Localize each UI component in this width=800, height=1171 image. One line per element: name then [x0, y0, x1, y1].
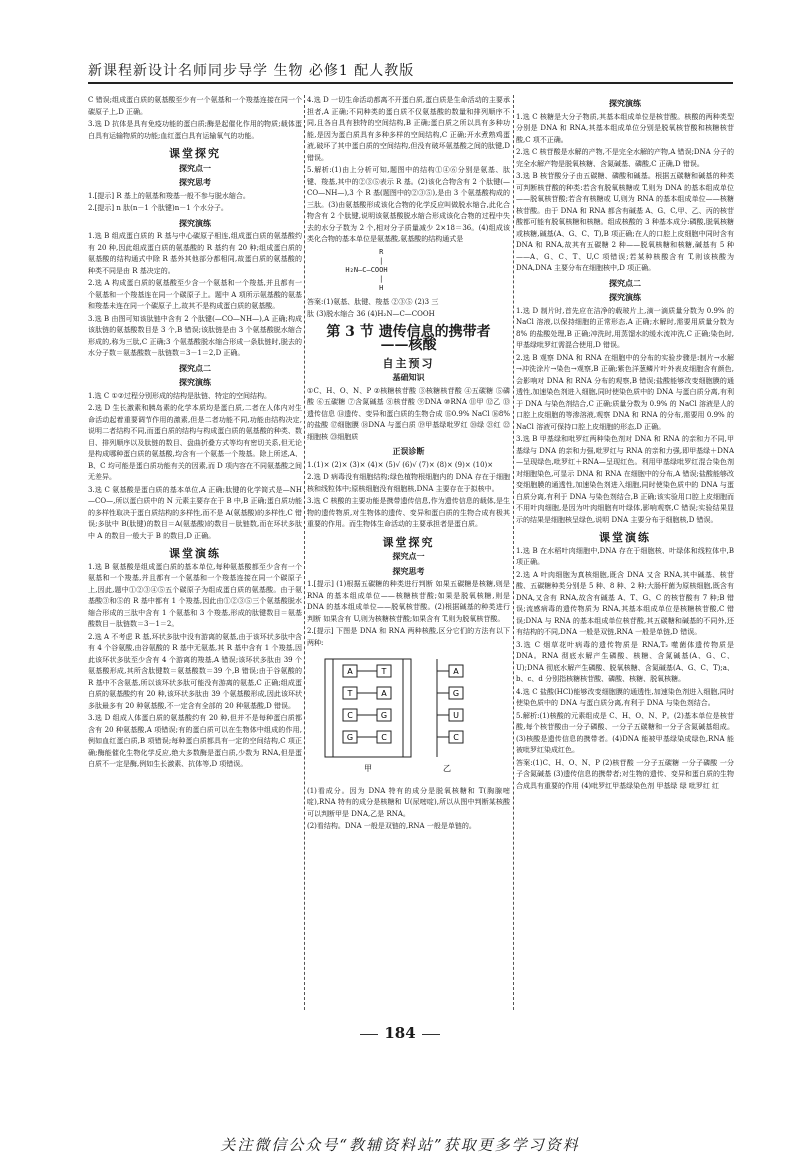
header-title: 新课程新设计名师同步导学 生物 必修1 配人教版 — [88, 63, 415, 79]
section-heading: 课堂演练 — [169, 547, 221, 560]
subsection-heading: 探究思考 — [179, 177, 211, 187]
section-heading: 课堂演练 — [599, 531, 651, 544]
subsection-heading: 探究点一 — [179, 162, 211, 173]
paragraph: 1.选 B 组成蛋白质的 R 基与中心碳原子相连,组成蛋白质的氨基酸约有 20 种,因此组成蛋白质的氨基酸的 R 基约有 20 种;组成蛋白质的氨基酸的结构通式中除 R 基外其他部分都相同,故蛋白质的氨基酸的种类不同是由 R 基决定的。 — [88, 232, 302, 275]
dna-right-base: T — [381, 667, 387, 676]
paragraph: C 错误;组成蛋白质的氨基酸至少有一个氨基和一个羧基连接在同一个碳原子上,D 正确。 — [88, 96, 302, 116]
paragraph: 3.选 C 烟草花叶病毒的遗传物质是 RNA,T₂ 噬菌体遗传物质是 DNA。RNA 彻底水解产生磷酸、核糖、含氮碱基(A、G、C、U);DNA 彻底水解产生磷酸、脱氧核糖、含氮碱基(A、G、C、T);a、b、c、d 分别指核糖核苷酸、磷酸、核糖、脱氧核糖。 — [516, 640, 734, 683]
figure-label-yi: 乙 — [443, 764, 451, 773]
amino-acid-structure: R | H₂N—C—COOH | H — [345, 247, 388, 292]
dna-rna-diagram — [317, 655, 497, 775]
dna-left-base: A — [347, 667, 353, 676]
column-divider-1 — [304, 95, 305, 1010]
rna-base: A — [453, 667, 459, 676]
paragraph: 2.选 A 构成蛋白质的氨基酸至少含一个氨基和一个羧基,并且都有一个氨基和一个羧基连在同一个碳原子上。题中 A 项所示氨基酸的氨基和羧基未连在同一个碳原子上,故其不是构成蛋白质的氨基酸。 — [88, 279, 302, 310]
dna-left-base: C — [347, 711, 353, 720]
page-header — [88, 60, 733, 84]
subsection-heading: 基础知识 — [392, 372, 425, 382]
paragraph: 2.[提示] n 肽(n－1 个肽键)n－1 个水分子。 — [88, 204, 228, 212]
paragraph: 1.选 D 制片时,首先应在洁净的载玻片上,滴一滴质量分数为 0.9% 的 NaCl 溶液,以保持细胞的正常形态,A 正确;水解时,需要用质量分数为 8% 的盐酸处理,B 正确;冲洗时,用蒸馏水的缓水流冲洗,C 正确;染色时,甲基绿吡罗红需混合使用,D 错误。 — [516, 306, 734, 349]
paragraph: 1.选 B 氨基酸是组成蛋白质的基本单位,每种氨基酸都至少含有一个氨基和一个羧基,并且都有一个氨基和一个羧基连接在同一个碳原子上,因此,题中①②③④⑤五个碳原子为组成蛋白质的氨基酸。由于氨基酸③和⑤的 R 基中都有 1 个羧基,因此由①②③⑤三个氨基酸脱水缩合形成的三肽中含有 1 个氨基和 3 个羧基,形成的肽键数目＝氨基酸数目－肽链数＝3－1＝2。 — [88, 562, 302, 628]
rna-base: G — [452, 689, 460, 698]
subsection-heading: 探究点二 — [179, 362, 211, 373]
section-heading: 课堂探究 — [169, 147, 221, 160]
rna-base: U — [453, 711, 459, 720]
paragraph: 4.选 C 盐酸(HCl)能够改变细胞膜的通透性,加速染色剂进入细胞,同时使染色质中的 DNA 与蛋白质分离,有利于 DNA 与染色剂结合。 — [516, 687, 734, 707]
paragraph: 3.选 D 抗体是具有免疫功能的蛋白质;酶是起催化作用的物质;载体蛋白具有运输物质的功能;血红蛋白具有运输氧气的功能。 — [88, 120, 302, 140]
paragraph: 2.选 A 不考虑 R 基,环状多肽中没有游离的氨基,由于该环状多肽中含有 4 个谷氨酸,由谷氨酸的 R 基中无氨基,其 R 基中含有 1 个羧基,因此该环状多肽至少含有 4 个游离的羧基,A 错误;该环状多肽由 39 个氨基酸形成,其所含肽键数＝氨基酸数＝39 个,B 错误;由于谷氨酸的 R 基中不含氨基,所以该环状多肽可能没有游离的氨基,C 正确;组成蛋白质的氨基酸约有 20 种,该环状多肽由 39 个氨基酸形成,因此该环状多肽最多有 20 种氨基酸,不一定含有全部的 20 种氨基酸,D 错误。 — [88, 632, 302, 710]
paragraph: 3.选 C 核酸的主要功能是携带遗传信息,作为遗传信息的载体,是生物的遗传物质,对生物体的遗传、变异和蛋白质的生物合成有极其重要的作用。而生物体生命活动的主要承担者是蛋白质。 — [307, 497, 510, 528]
column-divider-2 — [513, 95, 514, 1010]
subsection-heading: 探究演练 — [609, 98, 641, 108]
footer-note: 关注微信公众号“教辅资料站”获取更多学习资料 — [220, 1136, 580, 1154]
dna-frame — [325, 659, 411, 757]
column-middle — [307, 95, 510, 1010]
paragraph: 5.解析:(1)核酸的元素组成是 C、H、O、N、P。(2)基本单位是核苷酸,每个核苷酸由一分子磷酸、一分子五碳糖和一分子含氮碱基组成。(3)核酸是遗传信息的携带者。(4)DNA 能被甲基绿染成绿色,RNA 能被吡罗红染成红色。 — [516, 711, 734, 754]
section-subtitle: ——核酸 — [380, 337, 437, 353]
paragraph: 2.选 D 病毒没有细胞结构;绿色植物根细胞内的 DNA 存在于细胞核和线粒体中;原核细胞没有细胞核,DNA 主要存在于拟核中。 — [307, 473, 510, 493]
nucleic-acid-figure — [317, 655, 510, 780]
answer-line: 肽 (3)脱水缩合 36 (4)H₂N—C—COOH — [307, 310, 435, 318]
paragraph: 4.选 D 一切生命活动都离不开蛋白质,蛋白质是生命活动的主要承担者,A 正确;不同种类的蛋白质不仅氨基酸的数量和排列顺序不同,且各自具有独特的空间结构,B 正确;蛋白质之所以具有多种功能,是因为蛋白质具有多种多样的空间结构,C 正确;开水煮熟鸡蛋液,破坏了其中蛋白质的空间结构,但没有破坏氨基酸之间的肽键,D 错误。 — [307, 96, 510, 162]
rna-base: C — [453, 733, 459, 742]
paragraph: 1.选 C ①②过程分别形成的结构是肽链、特定的空间结构。 — [88, 391, 272, 400]
paragraph: 3.选 B 甲基绿和吡罗红两种染色剂对 DNA 和 RNA 的亲和力不同,甲基绿与 DNA 的亲和力强,吡罗红与 RNA 的亲和力强,即甲基绿＋DNA—呈现绿色,吡罗红＋RNA—呈现红色。利用甲基绿吡罗红混合染色剂对细胞染色,可显示 DNA 和 RNA 在细胞中的分布,A 错误;盐酸能够改变细胞膜的通透性,加速染色剂进入细胞,同时使染色质中的 DNA 与蛋白质分离,有利于 DNA 与染色剂结合,B 正确;该实验用口腔上皮细胞而不用叶肉细胞,是因为叶肉细胞有叶绿体,影响观察,C 错误;实验结果显示的结果是细胞核呈绿色,说明 DNA 主要分布于细胞核,D 错误。 — [516, 435, 734, 524]
dna-left-base: G — [346, 733, 354, 742]
column-right — [516, 95, 734, 1010]
dna-right-base: C — [381, 733, 387, 742]
section-heading: 课堂探究 — [382, 535, 435, 549]
paragraph: 答案:(1)C、H、O、N、P (2)核苷酸 一分子五碳糖 一分子磷酸 一分子含氮碱基 (3)遗传信息的携带者;对生物的遗传、变异和蛋白质的生物合成具有重要的作用 (4)吡罗红甲基绿染色剂 甲基绿 绿 吡罗红 红 — [516, 758, 734, 790]
paragraph: 1.[提示] R 基上的氨基和羧基一般不参与脱水缩合。 — [88, 191, 250, 200]
subsection-heading: 探究思考 — [392, 565, 425, 576]
paragraph: 2.选 D 生长激素和胰岛素的化学本质均是蛋白质,二者在人体内对生命活动起着重要调节作用的激素,但是二者功能不同,功能由结构决定,说明二者结构不同,而蛋白质的结构与构成蛋白质的氨基酸的种类、数目、排列顺序以及肽链的数目、盘曲折叠方式等均有密切关系,但无论是构成哪种蛋白质的氨基酸,均含有一个氨基一个羧基。除上所述,A、B、C 均可能是蛋白质功能有关的因素,而 D 项内容在不同氨基酸之间无差异。 — [88, 404, 302, 481]
paragraph: (1)看成分。因为 DNA 特有的成分是脱氧核糖和 T(胸腺嘧啶),RNA 特有的成分是核糖和 U(尿嘧啶),所以从图中判断某核酸可以判断甲是 DNA,乙是 RNA。 — [307, 786, 510, 818]
page-number: 184 — [0, 1024, 800, 1042]
section-name: 遗传信息的携带者 — [378, 323, 491, 340]
paragraph: 1.[提示] (1)根据五碳糖的种类进行判断 如果五碳糖是核糖,则是 RNA 的基本组成单位——核糖核苷酸;如果是脱氧核糖,则是 DNA 的基本组成单位——脱氧核苷酸。(2)根据碱基的种类进行判断 如果含有 U,则为核糖核苷酸;如果含有 T,则为脱氧核苷酸。 — [307, 580, 510, 623]
subsection-heading: 正误诊断 — [392, 446, 425, 456]
dna-right-base: G — [380, 711, 388, 720]
paragraph: 1.选 C 核糖是大分子物质,其基本组成单位是核苷酸。核酸的两种类型分别是 DNA 和 RNA,其基本组成单位分别是脱氧核苷酸和核糖核苷酸,C 项不正确。 — [516, 112, 734, 144]
section-title — [307, 323, 510, 353]
paragraph: 2.选 B 观察 DNA 和 RNA 在细胞中的分布的实验步骤是:制片→水解→冲洗涂片→染色→观察,B 正确;紫色洋葱鳞片叶外表皮细胞含有颜色,会影响对 DNA 和 RNA 分布的观察,B 错误;盐酸能够改变细胞膜的通透性,加速染色剂进入细胞,同时使染色质中的 DNA 与蛋白质分离,有利于 DNA 与染色剂结合,C 正确;质量分数为 0.9% 的 NaCl 溶液是人的口腔上皮细胞的等渗溶液,观察 DNA 和 RNA 的分布,需要用 0.9% 的 NaCl 溶液可保持口腔上皮细胞的形态,D 正确。 — [516, 353, 734, 431]
section-heading: 自主预习 — [382, 356, 435, 370]
paragraph: 1.(1)× (2)× (3)× (4)× (5)√ (6)√ (7)× (8)× (9)× (10)× — [307, 460, 494, 469]
paragraph: 1.选 B 在水稻叶肉细胞中,DNA 存在于细胞核、叶绿体和线粒体中,B 项正确。 — [516, 546, 734, 566]
subsection-heading: 探究点二 — [609, 277, 641, 288]
paragraph: 3.选 B 核苷酸分子由五碳糖、磷酸和碱基。根据五碳糖和碱基的种类可判断核苷酸的种类:若含有脱氧核糖或 T,则为 DNA 的基本组成单位——脱氧核苷酸;若含有核糖或 U,则为 RNA 的基本组成单位——核糖核苷酸。由于 DNA 和 RNA 都含有碱基 A、G、C,甲、乙、丙的核苷酸都可能有脱氧核糖和核糖。组成核酸的 3 种基本成分:磷酸,脱氧核糖或核糖,碱基(A、G、C、T),B 项正确;在人的口腔上皮细胞中同时含有 DNA 和 RNA,故其有五碳糖 2 种——脱氧核糖和核糖,碱基有 5 种——A、G、C、T、U,C 项错误;若某种核酸含有 T,则该核酸为 DNA,DNA 主要分布在细胞核中,D 项正确。 — [516, 172, 734, 272]
paragraph: 2.选 A 叶肉细胞为真核细胞,既含 DNA 又含 RNA,其中碱基、核苷酸、五碳糖种类分别是 5 种、8 种、2 种;大肠杆菌为原核细胞,既含有 DNA,又含有 RNA,故含有碱基 A、T、G、C 的核苷酸有 7 种;B 错误;流感病毒的遗传物质为 RNA,其基本组成单位是核糖核苷酸,C 错误;DNA 与 RNA 的基本组成单位核苷酸,其五碳糖和碱基的不同外,还有结构的不同,DNA 一般是双链,RNA 一般是单链,D 错误。 — [516, 570, 734, 636]
dna-right-base: A — [381, 689, 387, 698]
figure-label-jia: 甲 — [364, 764, 372, 773]
subsection-heading: 探究演练 — [609, 292, 641, 302]
subsection-heading: 探究演练 — [179, 217, 211, 228]
answer-line: 答案:(1)氨基、肽键、羧基 ②③⑤ (2)3 三 — [307, 297, 439, 306]
paragraph: 3.选 D 组成人体蛋白质的氨基酸约有 20 种,但并不是每种蛋白质都含有 20 种氨基酸,A 项错误;有的蛋白质可以在生物体中组成的作用,例如血红蛋白质,B 项错误;每种蛋白质都具有一定的空间结构,C 项正确;酶能催化生物化学反应,绝大多数酶是蛋白质,少数为 RNA,但是蛋白质不一定是酶,例如生长激素、抗体等,D 项错误。 — [88, 714, 302, 768]
section-number: 第 3 节 — [326, 323, 374, 340]
paragraph: 5.解析:(1)由上分析可知,题图中的结构①④⑥分别是氨基、肽键、羧基,其中的②③⑤表示 R 基。(2)该化合物含有 2 个肽键(—CO—NH—),3 个 R 基(题图中的②③⑤),是由 3 个氨基酸构成的三肽。(3)由氨基酸形成该化合物的化学反应叫做脱水缩合,此化合物含有 2 个肽键,说明该氨基酸脱水缩合形成该化合物的过程中失去的水分子数为 2 个,相对分子质量减少 2×18＝36。(4)组成该类化合物的基本单位是氨基酸,氨基酸的结构通式是 — [307, 166, 510, 243]
paragraph: ①C、H、O、N、P ②核糖核苷酸 ③核糖核苷酸 ④五碳糖 ⑤磷酸 ⑥五碳糖 ⑦含氮碱基 ⑧核苷酸 ⑨DNA ⑩RNA ⑪甲 ⑫乙 ⑬遗传信息 ⑭遗传、变异和蛋白质的生物合成 ⑮0.9% NaCl ⑯8%的盐酸 ⑰细胞膜 ⑱DNA 与蛋白质 ⑲甲基绿吡罗红 ⑳绿 ㉑红 ㉒细胞核 ㉓细胞质 — [307, 386, 510, 441]
paragraph: 2.选 C 核苷酸是水解的产物,不是完全水解的产物,A 错误;DNA 分子的完全水解产物是脱氧核糖、含氮碱基、磷酸,C 正确,D 错误。 — [516, 148, 734, 168]
paragraph: 3.选 C 氨基酸是蛋白质的基本单位,A 正确;肽键的化学简式是—NH—CO—,所以蛋白质中的 N 元素主要存在于 B 中,B 正确;蛋白质功能的多样性取决于蛋白质结构的多样性,而不是 A(氨基酸)的多样性,C 错误;多肽中 B(肽键)的数目＝A(氨基酸)的数目－肽链数,而在环状多肽中 A 的数目一般大于 B 的数目,D 正确。 — [88, 485, 302, 540]
paragraph: (2)看结构。DNA 一般是双链的,RNA 一般是单链的。 — [307, 822, 476, 830]
paragraph: 2.[提示] 下图是 DNA 和 RNA 两种核酸,区分它们的方法有以下两种: — [307, 627, 510, 647]
paragraph: 3.选 B 由图可知该肽链中含有 2 个肽键(—CO—NH—),A 正确;构成该肽链的氨基酸数目是 3 个,B 错误;该肽链是由 3 个氨基酸脱水缩合形成的,称为三肽,C 正确;3 个氨基酸脱水缩合形成一条肽链时,脱去的水分子数＝氨基酸数－肽链数＝3－1＝2,D 正确。 — [88, 314, 302, 357]
column-left — [88, 95, 302, 1010]
subsection-heading: 探究演练 — [179, 377, 211, 387]
dna-left-base: T — [347, 689, 353, 698]
subsection-heading: 探究点一 — [392, 551, 425, 561]
